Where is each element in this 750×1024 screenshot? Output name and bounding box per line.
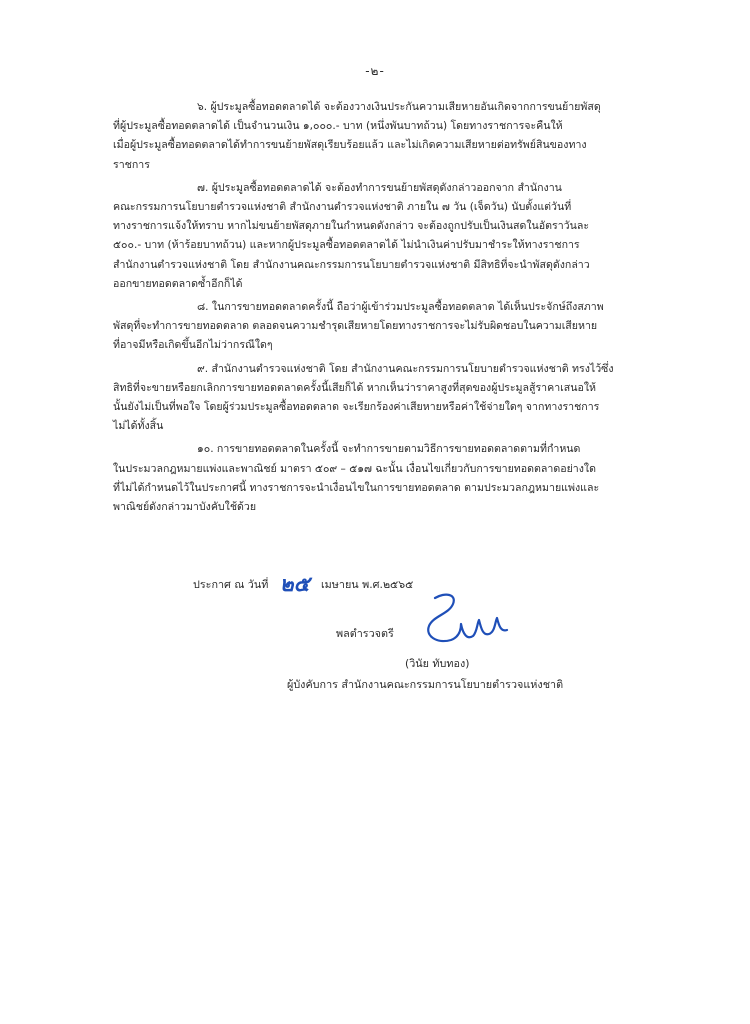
signature-icon — [415, 590, 525, 650]
clause-line: พาณิชย์ดังกล่าวมาบังคับใช้ด้วย — [113, 501, 257, 514]
clause-line: คณะกรรมการนโยบายตำรวจแห่งชาติ สำนักงานตำรวจแห่งชาติ ภายใน ๗ วัน (เจ็ดวัน) นับตั้งแต่วันที่ — [113, 201, 572, 214]
clause-line: ๙. สำนักงานตำรวจแห่งชาติ โดย สำนักงานคณะกรรมการนโยบายตำรวจแห่งชาติ ทรงไว้ซึ่ง — [197, 362, 614, 375]
clause-line: ราชการ — [113, 158, 150, 171]
clause-line: เมื่อผู้ประมูลซื้อทอดตลาดได้ทำการขนย้ายพัสดุเรียบร้อยแล้ว และไม่เกิดความเสียหายต่อทรัพย์สินของทาง — [113, 139, 587, 152]
announcement-body — [113, 98, 661, 518]
clause-line: ออกขายทอดตลาดซ้ำอีกก็ได้ — [113, 277, 243, 290]
date-suffix: เมษายน พ.ศ.๒๕๖๕ — [320, 578, 414, 591]
clause-7 — [113, 179, 661, 294]
signer-title: ผู้บังคับการ สำนักงานคณะกรรมการนโยบายตำรวจแห่งชาติ — [287, 678, 564, 691]
clause-line: ที่ผู้ประมูลซื้อทอดตลาดได้ เป็นจำนวนเงิน ๑,๐๐๐.- บาท (หนึ่งพันบาทถ้วน) โดยทางราชการจะคืนให้ — [113, 120, 563, 133]
clause-line: ๗. ผู้ประมูลซื้อทอดตลาดได้ จะต้องทำการขนย้ายพัสดุดังกล่าวออกจาก สำนักงาน — [197, 181, 562, 194]
clause-line: ๖. ผู้ประมูลซื้อทอดตลาดได้ จะต้องวางเงินประกันความเสียหายอันเกิดจากการขนย้ายพัสดุ — [197, 101, 601, 113]
clause-line: นั้นยังไม่เป็นที่พอใจ โดยผู้ร่วมประมูลซื้อทอดตลาด จะเรียกร้องค่าเสียหายหรือค่าใช้จ่ายใดๆ จากทางราชการ — [113, 401, 600, 414]
clause-9 — [113, 360, 661, 437]
signer-rank: พลตำรวจตรี — [336, 627, 394, 640]
clause-line: ๘. ในการขายทอดตลาดครั้งนี้ ถือว่าผู้เข้าร่วมประมูลซื้อทอดตลาด ได้เห็นประจักษ์ถึงสภาพ — [197, 301, 604, 314]
clause-line: พัสดุที่จะทำการขายทอดตลาด ตลอดจนความชำรุดเสียหายโดยทางราชการจะไม่รับผิดชอบในความเสียหาย — [113, 320, 598, 333]
clause-line: สิทธิที่จะขายหรือยกเลิกการขายทอดตลาดครั้งนี้เสียก็ได้ หากเห็นว่าราคาสูงที่สุดของผู้ประมูลสู้ราคาเสนอให้ — [113, 381, 597, 394]
clause-line: สำนักงานตำรวจแห่งชาติ โดย สำนักงานคณะกรรมการนโยบายตำรวจแห่งชาติ มีสิทธิที่จะนำพัสดุดังกล่าว — [113, 258, 590, 271]
clause-6 — [113, 98, 661, 175]
clause-line: ที่ไม่ได้กำหนดไว้ในประกาศนี้ ทางราชการจะนำเงื่อนไขในการขายทอดตลาด ตามประมวลกฎหมายแพ่งและ — [113, 481, 600, 494]
clause-line: ทางราชการแจ้งให้ทราบ หากไม่ขนย้ายพัสดุภายในกำหนดดังกล่าว จะต้องถูกปรับเป็นเงินสดในอัตราวันละ — [113, 220, 590, 233]
clause-10 — [113, 440, 661, 517]
handwritten-day: ๒๕ — [279, 572, 310, 596]
date-prefix: ประกาศ ณ วันที่ — [193, 578, 269, 591]
signer-name: (วินัย ทับทอง) — [405, 657, 470, 670]
clause-line: ในประมวลกฎหมายแพ่งและพาณิชย์ มาตรา ๕๐๙ – ๕๑๗ ฉะนั้น เงื่อนไขเกี่ยวกับการขายทอดตลาดอย่างใด — [113, 462, 596, 475]
clause-line: ไม่ได้ทั้งสิ้น — [113, 420, 164, 433]
clause-line: ๕๐๐.- บาท (ห้าร้อยบาทถ้วน) และหากผู้ประมูลซื้อทอดตลาดได้ ไม่นำเงินค่าปรับมาชำระให้ทางราชการ — [113, 239, 580, 252]
clause-line: ที่อาจมีหรือเกิดขึ้นอีกไม่ว่ากรณีใดๆ — [113, 339, 273, 352]
page-number: -๒- — [365, 64, 385, 78]
clause-8 — [113, 298, 661, 356]
clause-line: ๑๐. การขายทอดตลาดในครั้งนี้ จะทำการขายตามวิธีการขายทอดตลาดตามที่กำหนด — [197, 443, 581, 456]
announcement-date — [193, 565, 413, 598]
